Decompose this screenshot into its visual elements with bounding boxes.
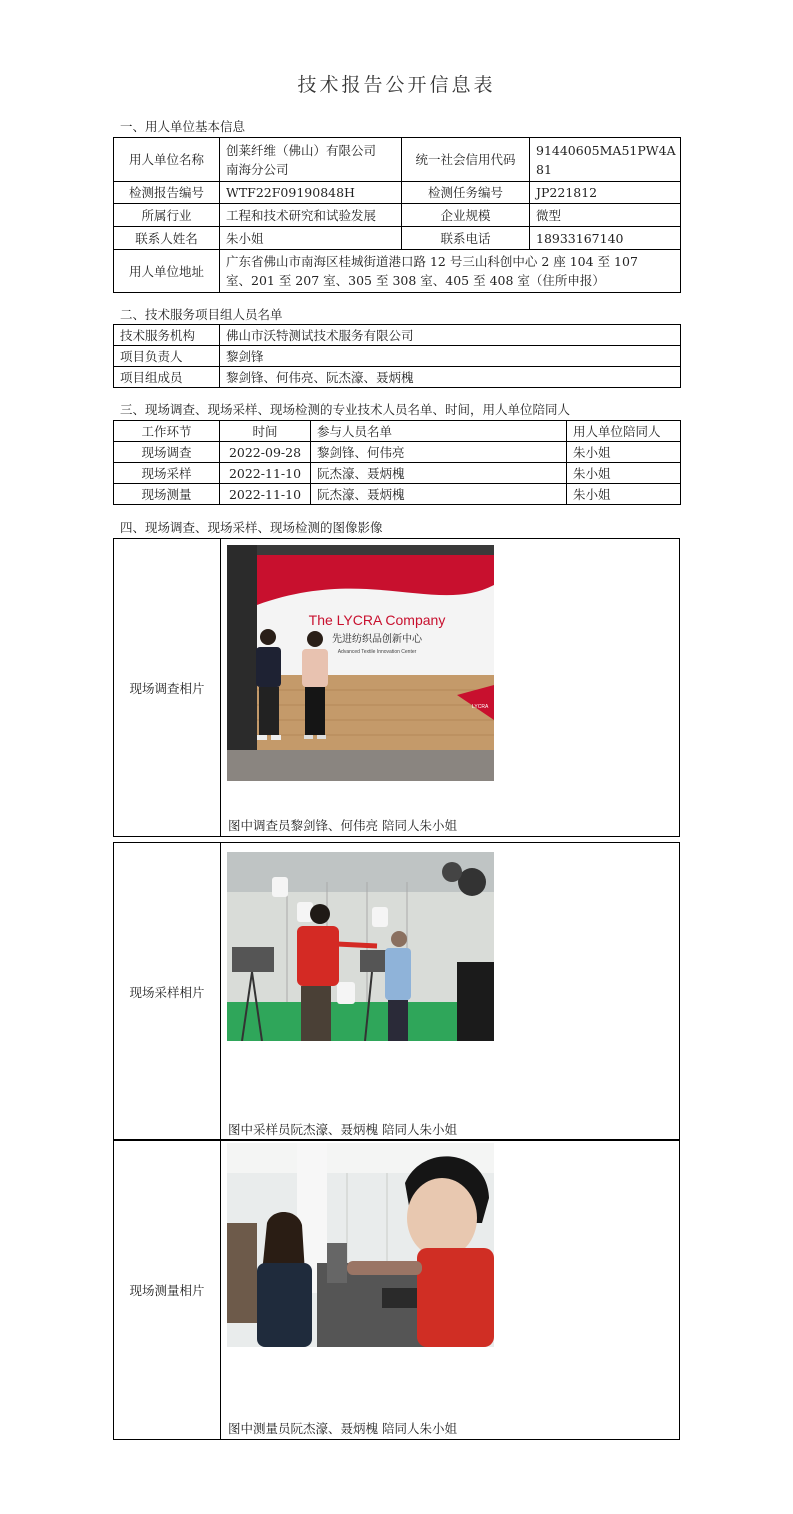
- page-title: 技术报告公开信息表: [297, 74, 496, 96]
- leader-label: 项目负责人: [114, 346, 220, 367]
- report-no-label: 检测报告编号: [114, 182, 220, 204]
- phone-value: 18933167140: [530, 227, 681, 250]
- companion-cell: 朱小姐: [567, 442, 681, 463]
- measurement-photo: [227, 1143, 494, 1347]
- photo-caption: 图中采样员阮杰濠、聂炳槐 陪同人朱小姐: [228, 1122, 457, 1137]
- phone-label: 联系电话: [402, 227, 530, 250]
- industry-value: 工程和技术研究和试验发展: [220, 204, 402, 227]
- section2-heading: 二、技术服务项目组人员名单: [120, 307, 283, 322]
- section4-heading: 四、现场调查、现场采样、现场检测的图像影像: [120, 520, 383, 535]
- stage-cell: 现场采样: [114, 463, 220, 484]
- stage-cell: 现场调查: [114, 442, 220, 463]
- people-cell: 阮杰濠、聂炳槐: [311, 463, 567, 484]
- photo-label: 现场测量相片: [114, 1140, 221, 1439]
- section1-heading: 一、用人单位基本信息: [120, 119, 246, 134]
- table-row: [114, 463, 681, 484]
- wall-logo: LYCRA: [472, 704, 489, 710]
- sign-brand: The LYCRA Company: [308, 612, 446, 628]
- photo-label: 现场调查相片: [114, 539, 221, 836]
- stage-cell: 现场测量: [114, 484, 220, 505]
- survey-photo: [227, 545, 494, 781]
- scale-label: 企业规模: [402, 204, 530, 227]
- unit-name-label: 用人单位名称: [114, 138, 220, 182]
- org-value: 佛山市沃特测试技术服务有限公司: [220, 325, 681, 346]
- companion-cell: 朱小姐: [567, 484, 681, 505]
- header-people: 参与人员名单: [311, 421, 567, 442]
- scale-value: 微型: [530, 204, 681, 227]
- photo-caption: 图中测量员阮杰濠、聂炳槐 陪同人朱小姐: [228, 1421, 457, 1436]
- report-no-value: WTF22F09190848H: [220, 182, 402, 204]
- table-row: [114, 484, 681, 505]
- task-no-value: JP221812: [530, 182, 681, 204]
- credit-code-value: 91440605MA51PW4A 81: [530, 138, 681, 182]
- address-value: 广东省佛山市南海区桂城街道港口路 12 号三山科创中心 2 座 104 至 107 室、201 至 207 室、305 至 308 室、405 至 408 室（住所申报）: [220, 250, 681, 293]
- time-cell: 2022-11-10: [220, 463, 311, 484]
- people-cell: 黎剑锋、何伟亮: [311, 442, 567, 463]
- contact-label: 联系人姓名: [114, 227, 220, 250]
- members-value: 黎剑锋、何伟亮、阮杰濠、聂炳槐: [220, 367, 681, 388]
- credit-code-label: 统一社会信用代码: [402, 138, 530, 182]
- leader-value: 黎剑锋: [220, 346, 681, 367]
- photo-block-survey: [113, 538, 680, 837]
- time-cell: 2022-11-10: [220, 484, 311, 505]
- people-cell: 阮杰濠、聂炳槐: [311, 484, 567, 505]
- unit-name-value: 创莱纤维（佛山）有限公司 南海分公司: [220, 138, 402, 182]
- photo-block-measurement: [113, 1139, 680, 1440]
- time-cell: 2022-09-28: [220, 442, 311, 463]
- header-companion: 用人单位陪同人: [567, 421, 681, 442]
- photo-block-sampling: [113, 842, 680, 1141]
- address-label: 用人单位地址: [114, 250, 220, 293]
- team-table: [113, 324, 681, 388]
- industry-label: 所属行业: [114, 204, 220, 227]
- table-row: [114, 442, 681, 463]
- table-header-row: [114, 421, 681, 442]
- header-stage: 工作环节: [114, 421, 220, 442]
- photo-caption: 图中调查员黎剑锋、何伟亮 陪同人朱小姐: [228, 818, 457, 833]
- section3-heading: 三、现场调查、现场采样、现场检测的专业技术人员名单、时间，用人单位陪同人: [120, 402, 571, 417]
- companion-cell: 朱小姐: [567, 463, 681, 484]
- basic-info-table: [113, 137, 681, 293]
- contact-value: 朱小姐: [220, 227, 402, 250]
- sign-english: Advanced Textile Innovation Center: [337, 649, 417, 655]
- sign-chinese: 先进纺织品创新中心: [332, 634, 422, 645]
- org-label: 技术服务机构: [114, 325, 220, 346]
- task-no-label: 检测任务编号: [402, 182, 530, 204]
- sampling-photo: [227, 852, 494, 1041]
- members-label: 项目组成员: [114, 367, 220, 388]
- photo-label: 现场采样相片: [114, 843, 221, 1140]
- fieldwork-table: [113, 420, 681, 505]
- header-time: 时间: [220, 421, 311, 442]
